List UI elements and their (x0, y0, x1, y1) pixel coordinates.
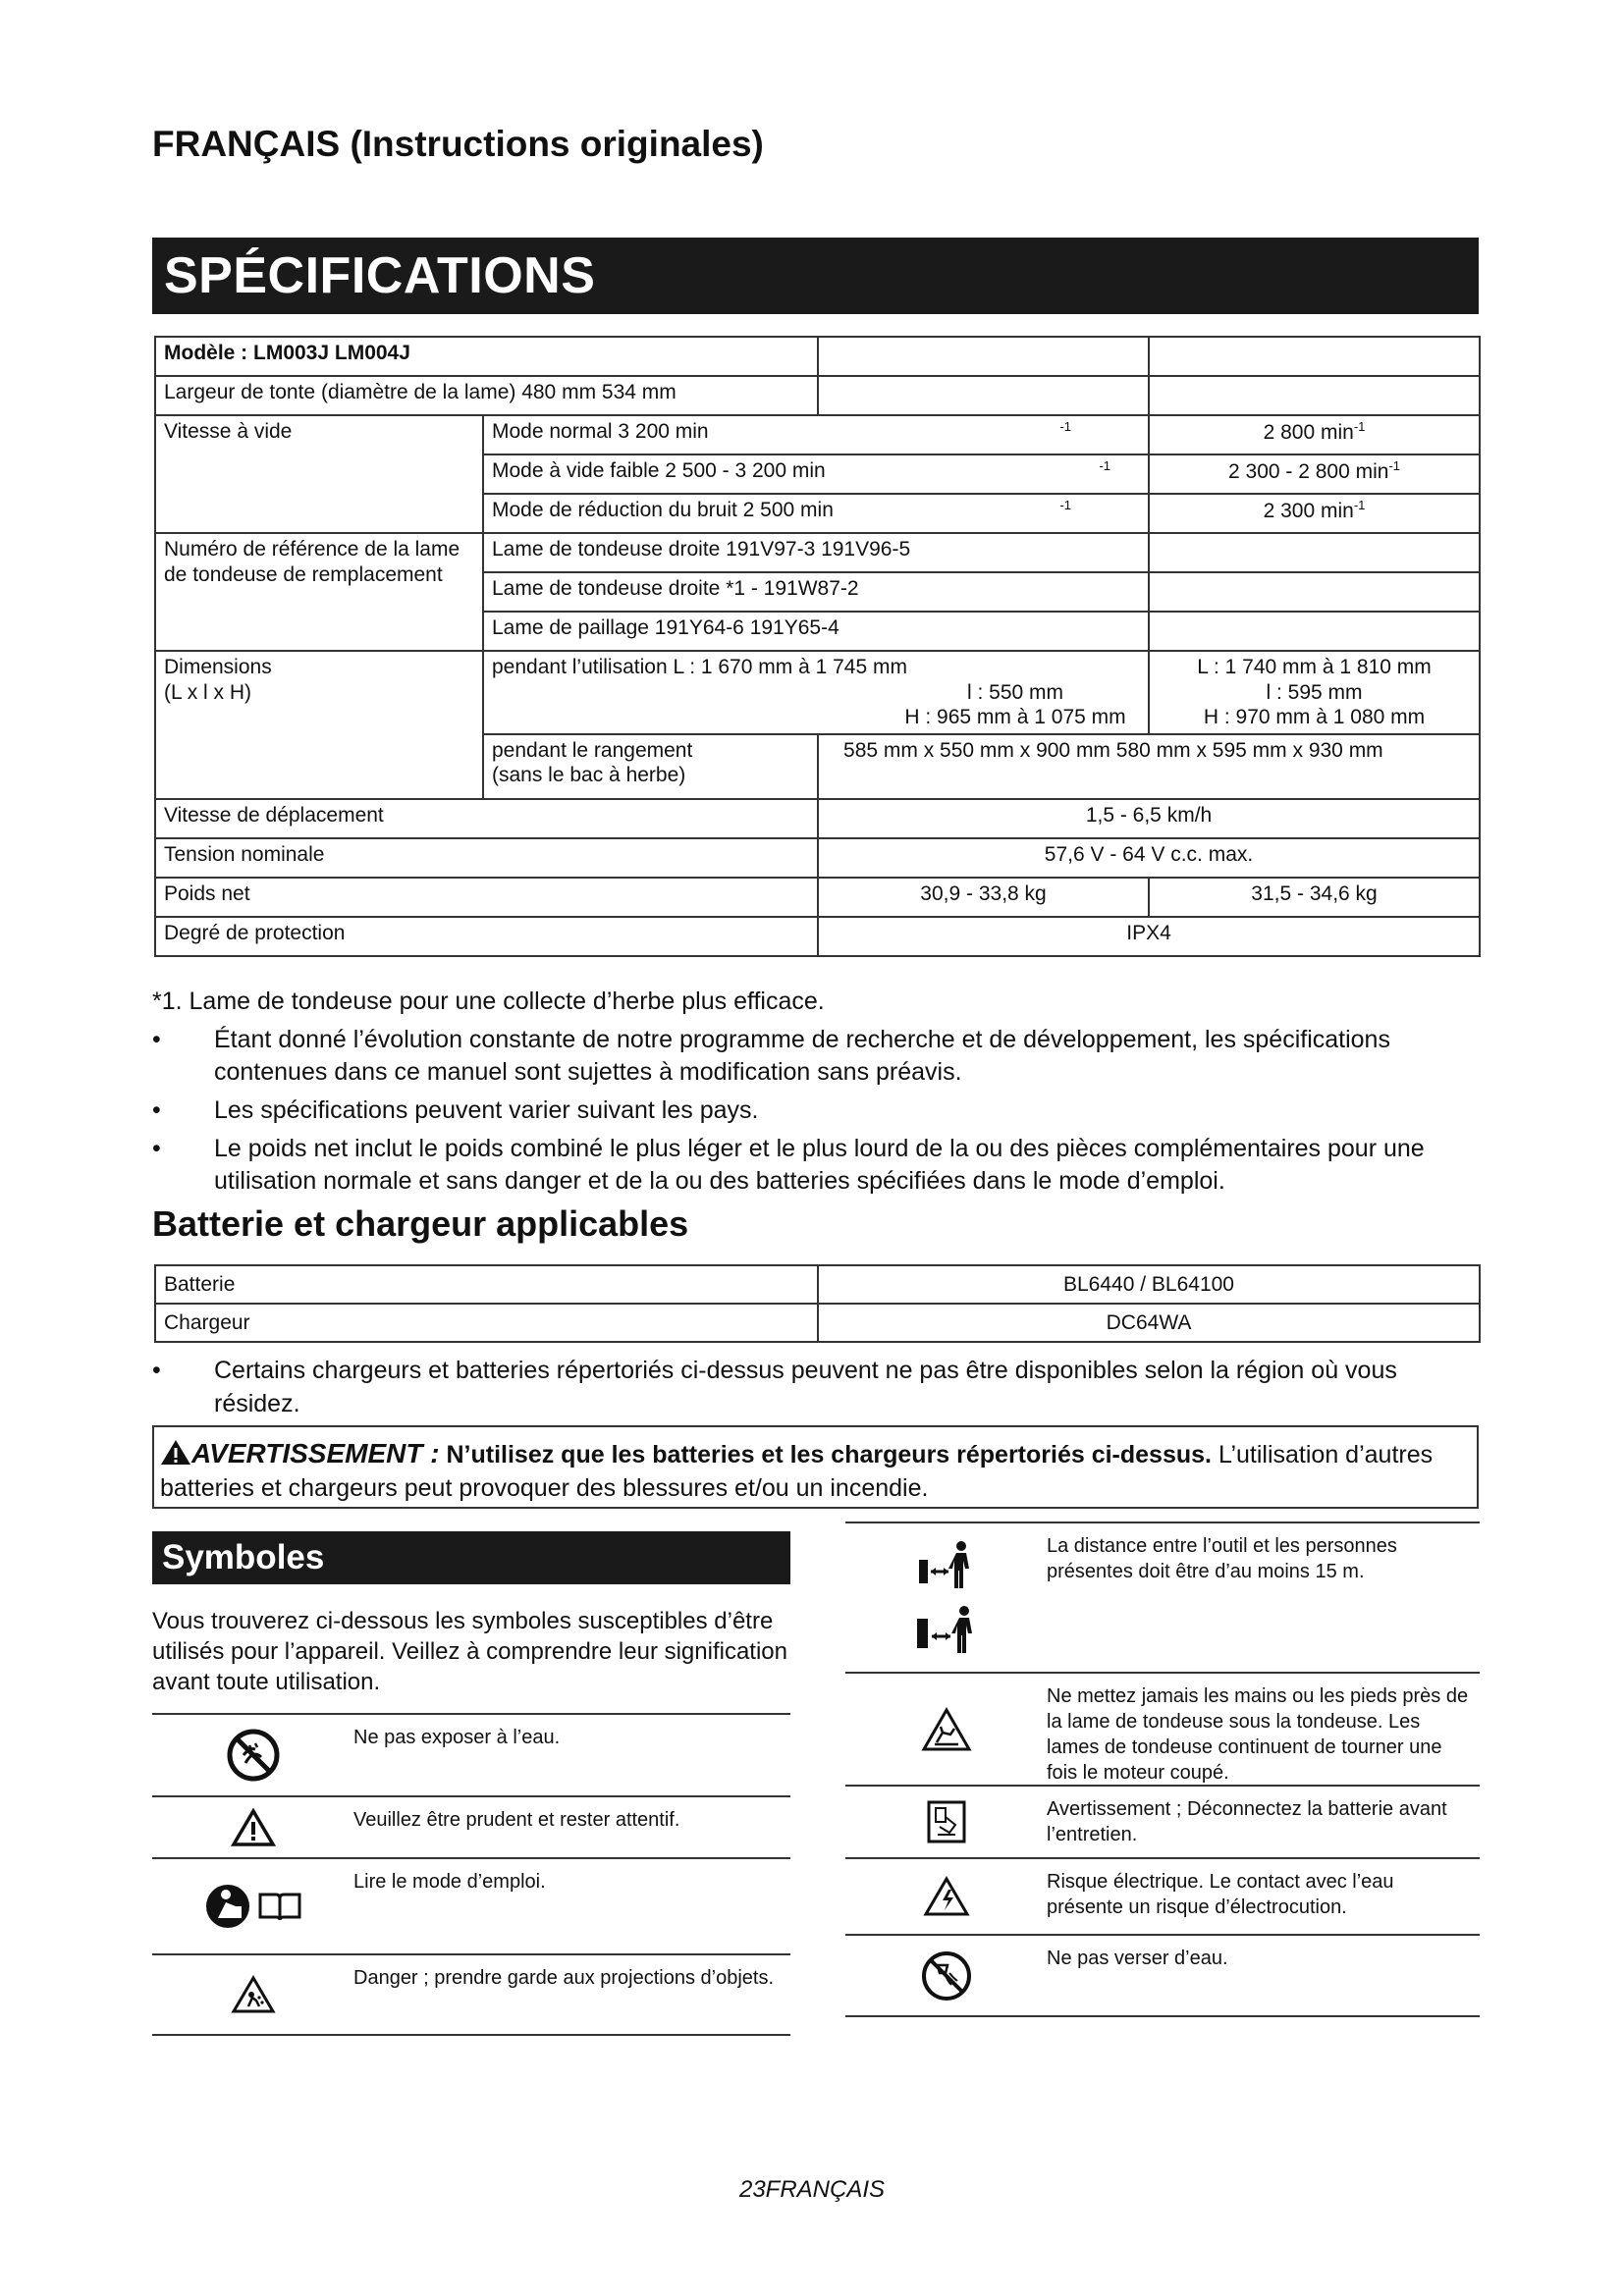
speed-normal-lm004: 2 800 $\min^{-1}$ (1149, 415, 1480, 454)
caution-icon (231, 1808, 276, 1847)
list-item: • Les spécifications peuvent varier suivant les pays. (152, 1095, 1488, 1127)
blade-straight-star: Lame de tondeuse droite *1 - 191W87-2 (483, 572, 1149, 612)
table-row (155, 651, 1480, 734)
book-icon (257, 1889, 302, 1924)
net-weight-lm004: 31,5 - 34,6 kg (1149, 878, 1480, 917)
flying-objects-icon (231, 1975, 276, 2014)
table-row (155, 415, 1480, 454)
battery-value: BL6440 / BL64100 (818, 1265, 1480, 1304)
warning-strong-text: N’utilisez que les batteries et les chargeurs répertoriés ci-dessus. (446, 1441, 1212, 1468)
protection-value: IPX4 (818, 917, 1480, 956)
specifications-heading: SPÉCIFICATIONS (152, 238, 1479, 314)
model-label: Modèle : LM003J LM004J (155, 337, 818, 376)
dim-use-lm004: L : 1 740 mm à 1 810 mm l : 595 mm H : 970 mm à 1 080 mm (1149, 651, 1480, 734)
battery-table (154, 1264, 1481, 1343)
speed-normal-exponent: -1 (1059, 419, 1072, 434)
travel-speed-label: Vitesse de déplacement (155, 799, 818, 838)
symbol-description: Ne pas exposer à l’eau. (353, 1727, 561, 1748)
speed-quiet-exponent: -1 (1059, 498, 1072, 512)
travel-speed-value: 1,5 - 6,5 km/h (818, 799, 1480, 838)
rated-voltage-label: Tension nominale (155, 838, 818, 878)
specifications-table (154, 336, 1481, 957)
dimensions-label: Dimensions (L x l x H) (155, 651, 483, 799)
net-weight-lm003: 30,9 - 33,8 kg (818, 878, 1149, 917)
speed-low-lm004: 2 300 - 2 800 $\min^{-1}$ (1149, 454, 1480, 494)
symbol-description: Risque électrique. Le contact avec l’eau présente un risque d’électrocution. (1047, 1871, 1394, 1918)
dim-storage-label: pendant le rangement (sans le bac à herbe) (483, 734, 818, 799)
hands-feet-blade-icon (921, 1707, 972, 1752)
list-item (152, 1715, 790, 1797)
distance-icon-large (915, 1605, 978, 1656)
net-weight-label: Poids net (155, 878, 818, 917)
read-manual-icon (204, 1883, 251, 1930)
symbol-description: Veuillez être prudent et rester attentif. (353, 1809, 680, 1831)
page-language-title: FRANÇAIS (Instructions originales) (152, 124, 764, 164)
table-row (155, 1304, 1480, 1342)
protection-label: Degré de protection (155, 917, 818, 956)
table-row (155, 533, 1480, 572)
symbol-description: Lire le mode d’emploi. (353, 1871, 546, 1893)
warning-label: AVERTISSEMENT : (191, 1438, 440, 1468)
speed-low-cell (483, 454, 1149, 494)
list-item (845, 1787, 1480, 1859)
list-item (152, 1859, 790, 1955)
list-item (845, 1859, 1480, 1936)
list-item (845, 1523, 1480, 1674)
battery-section-heading: Batterie et chargeur applicables (152, 1203, 689, 1244)
blade-straight: Lame de tondeuse droite 191V97-3 191V96-5 (483, 533, 1149, 572)
speed-normal-cell (483, 415, 1149, 454)
symbol-description: La distance entre l’outil et les personnes présentes doit être d’au moins 15 m. (1047, 1535, 1397, 1582)
symbol-description: Ne mettez jamais les mains ou les pieds près de la lame de tondeuse sous la tondeuse. Les lames de tondeuse continuent de tourner une fois le moteur coupé. (1047, 1685, 1469, 1784)
table-row (155, 917, 1480, 956)
electric-hazard-icon (923, 1876, 970, 1917)
no-load-speed-label: Vitesse à vide (155, 415, 483, 533)
charger-label: Chargeur (155, 1304, 818, 1342)
speed-quiet-cell (483, 494, 1149, 533)
symbol-description: Ne pas verser d’eau. (1047, 1948, 1228, 1969)
battery-label: Batterie (155, 1265, 818, 1304)
charger-value: DC64WA (818, 1304, 1480, 1342)
list-item (152, 1955, 790, 2036)
speed-quiet-lm004: 2 300 $\min^{-1}$ (1149, 494, 1480, 533)
disconnect-battery-icon (926, 1799, 967, 1844)
list-item (152, 1797, 790, 1859)
table-row (155, 337, 1480, 376)
speed-low-label: Mode à vide faible 2 500 - 3 200 min (492, 459, 826, 482)
warning-text: L’utilisation d’autres batteries et chargeurs peut provoquer des blessures et/ou un incendie. (160, 1441, 1434, 1502)
region-note: • Certains chargeurs et batteries répertoriés ci-dessus peuvent ne pas être disponibles selon la région où vous résidez. (152, 1355, 1488, 1421)
speed-low-exponent: -1 (1099, 458, 1111, 473)
symbol-description: Danger ; prendre garde aux projections d’objets. (353, 1967, 775, 1989)
symbols-heading: Symboles (152, 1531, 790, 1584)
list-item (845, 1674, 1480, 1787)
table-row (155, 799, 1480, 838)
warning-box (152, 1425, 1479, 1509)
page-footer: 23FRANÇAIS (738, 2176, 886, 2203)
symbols-right-column (845, 1522, 1480, 2017)
symbols-left-column (152, 1713, 790, 2036)
dim-use-lm003: pendant l’utilisation L : 1 670 mm à 1 745 mm l : 550 mm H : 965 mm à 1 075 mm (483, 651, 1149, 734)
list-item: • Le poids net inclut le poids combiné le plus léger et le plus lourd de la ou des pièces complémentaires pour une utilisation normale et sans danger et de la ou des batteries spécifiées dans le mode d’emploi. (152, 1133, 1488, 1198)
symbols-intro: Vous trouverez ci-dessous les symboles susceptibles d’être utilisés pour l’appareil. Veillez à comprendre leur signification avant toute utilisation. (152, 1608, 788, 1696)
table-row (155, 1265, 1480, 1304)
list-item: • Étant donné l’évolution constante de notre programme de recherche et de développement, les spécifications contenues dans ce manuel sont sujettes à modification sans préavis. (152, 1024, 1488, 1089)
speed-quiet-label: Mode de réduction du bruit 2 500 min (492, 499, 834, 521)
spec-notes (152, 986, 1488, 1203)
rated-voltage-value: 57,6 V - 64 V c.c. max. (818, 838, 1480, 878)
symbol-description: Avertissement ; Déconnectez la batterie avant l’entretien. (1047, 1798, 1447, 1845)
table-row (155, 376, 1480, 415)
dim-storage-values: 585 mm x 550 mm x 900 mm 580 mm x 595 mm x 930 mm (818, 734, 1480, 799)
no-water-icon (226, 1728, 281, 1783)
speed-normal-label: Mode normal 3 200 min (492, 420, 709, 443)
footnote: *1. Lame de tondeuse pour une collecte d’herbe plus efficace. (152, 988, 825, 1015)
distance-icon (917, 1540, 976, 1591)
list-item (845, 1936, 1480, 2017)
warning-icon (160, 1439, 191, 1466)
no-water-pouring-icon (920, 1949, 973, 2002)
blade-ref-label: Numéro de référence de la lame de tondeuse de remplacement (155, 533, 483, 651)
table-row (155, 838, 1480, 878)
notes-list (152, 1024, 1488, 1198)
blade-mulching: Lame de paillage 191Y64-6 191Y65-4 (483, 612, 1149, 651)
table-row (155, 878, 1480, 917)
cutting-width: Largeur de tonte (diamètre de la lame) 480 mm 534 mm (155, 376, 818, 415)
dim-use-label: pendant l’utilisation L : 1 670 mm à 1 745 mm (492, 656, 907, 678)
